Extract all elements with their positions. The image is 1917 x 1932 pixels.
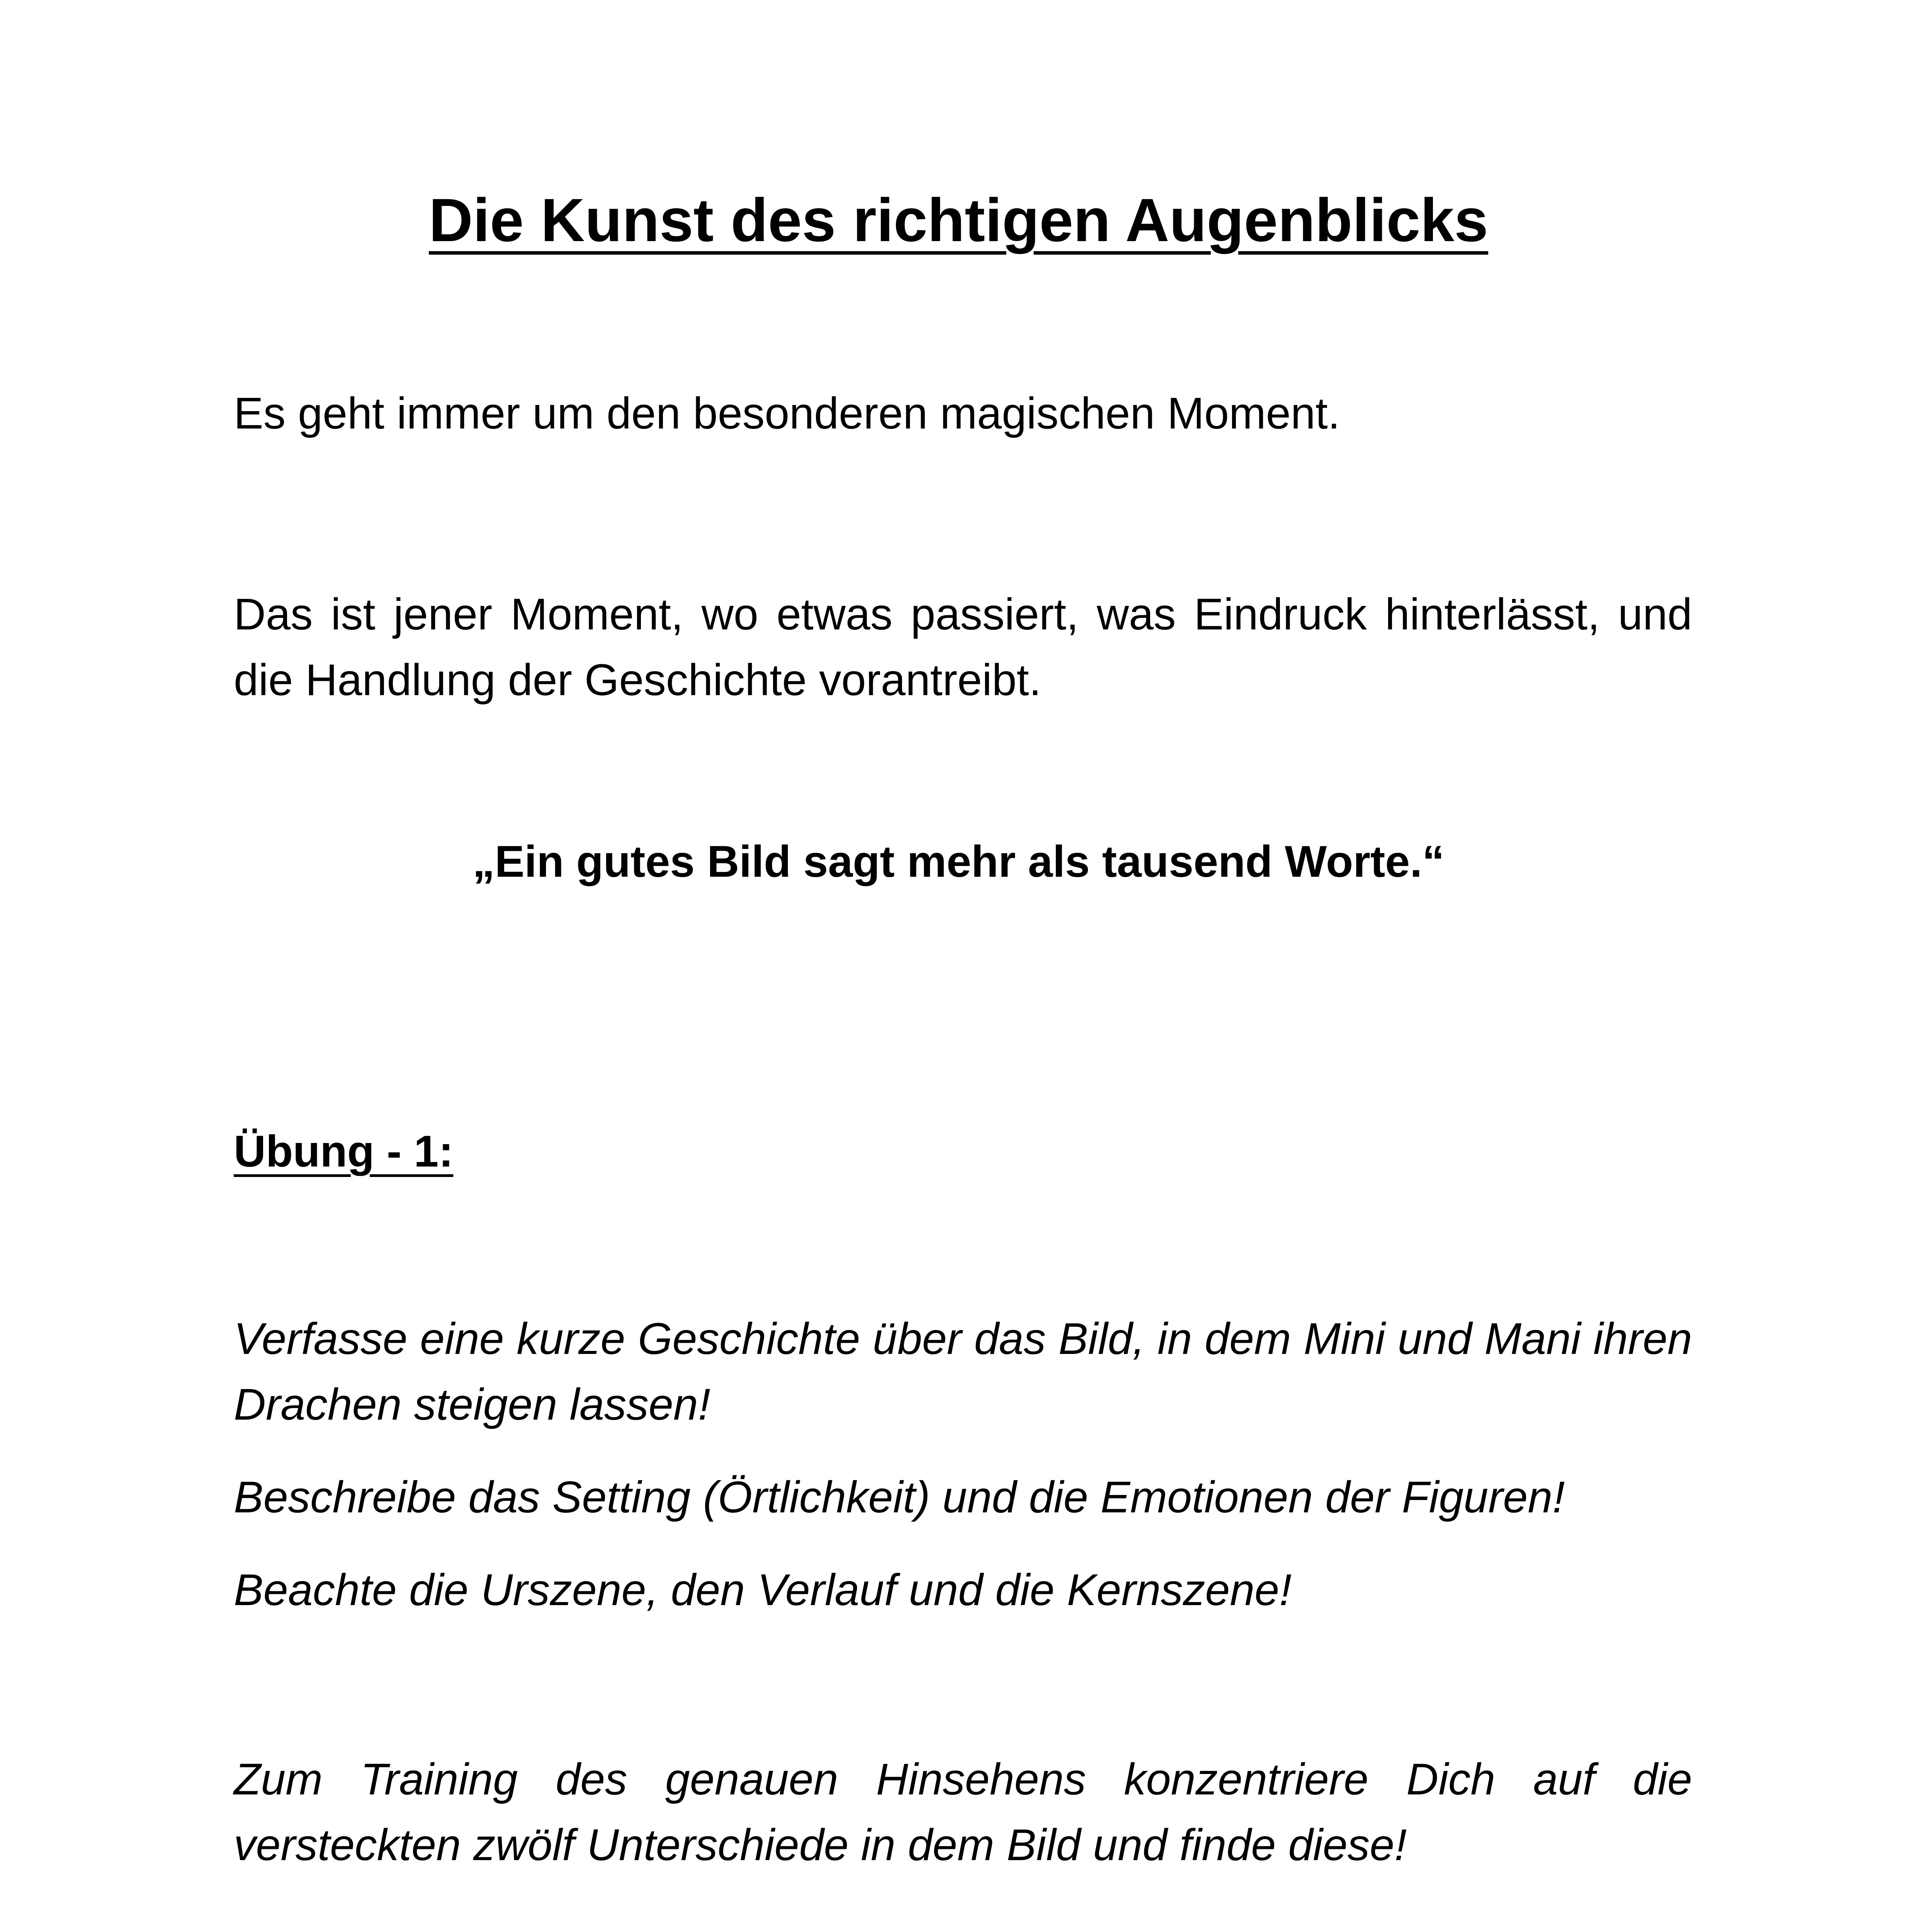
exercise-instruction-story: Verfasse eine kurze Geschichte über das Bild, in dem Mini und Mani ihren Drachen steigen lassen!	[234, 1314, 1692, 1429]
page-title-text: Die Kunst des richtigen Augenblicks	[428, 186, 1489, 254]
exercise-heading: Übung - 1:	[234, 1127, 454, 1176]
page-title	[0, 182, 1917, 259]
intro-paragraph: Es geht immer um den besonderen magischen Moment.	[234, 389, 1340, 438]
exercise-instruction-scenes: Beachte die Urszene, den Verlauf und die Kernszene!	[234, 1565, 1292, 1615]
exercise-instruction-differences: Zum Training des genauen Hinsehens konzentriere Dich auf die versteckten zwölf Unterschiede in dem Bild und finde diese!	[234, 1755, 1692, 1870]
quote: „Ein gutes Bild sagt mehr als tausend Worte.“	[472, 837, 1445, 886]
exercise-instruction-setting: Beschreibe das Setting (Örtlichkeit) und die Emotionen der Figuren!	[234, 1473, 1565, 1522]
moment-paragraph: Das ist jener Moment, wo etwas passiert, was Eindruck hinterlässt, und die Handlung der Geschichte vorantreibt.	[234, 590, 1692, 705]
